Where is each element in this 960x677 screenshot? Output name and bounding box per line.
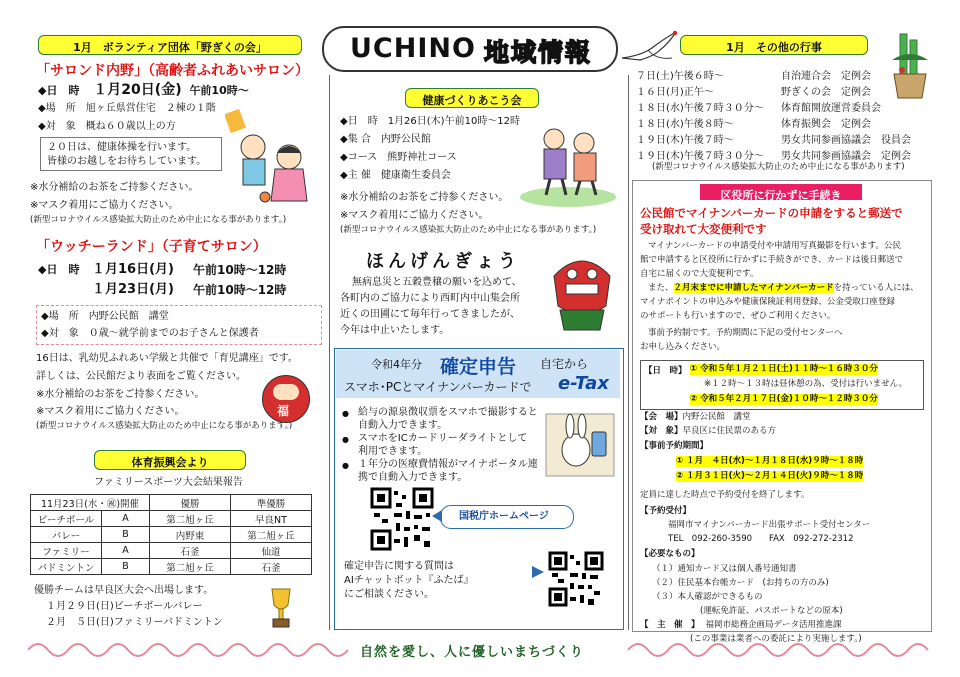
rabbit-phone-illustration — [544, 410, 616, 480]
full-note: 定員に達した時点で予約受付を終了します。 — [640, 490, 810, 500]
salon2-target: ◆対 象 ０歳～就学前までのお子さんと保護者 — [41, 328, 259, 339]
session-date-1-note: ※１２時～１３時は昼休憩の為、受付は行いません。 — [704, 379, 908, 389]
event-time: １８日(水)午後７時３０分～ — [636, 103, 764, 114]
salon1-date-value: １月20日(金) — [93, 82, 182, 98]
mynumber-p5: マイナポイントの申込みや健康保険証利用登録、公金受取口座登録 — [640, 297, 895, 307]
bullet-icon: ● — [342, 409, 349, 418]
salon1-place: ◆場 所 旭ヶ丘県営住宅 ２棟の１階 — [38, 103, 216, 114]
etax-suffix: 自宅から — [540, 357, 589, 371]
chatbot-line2: AIチャットボット『ふたば』 — [344, 575, 474, 586]
kadomatsu-illustration — [890, 30, 930, 100]
etax-title: 確定申告 — [440, 356, 517, 378]
etax-year: 令和4年分 — [371, 358, 422, 371]
hongenkyo-line3: 近くの田圃にて毎年行ってきましたが、 — [340, 309, 520, 320]
arrow-left-icon — [432, 510, 442, 522]
target-label: 【対 象】 — [640, 426, 683, 436]
place-value: 内野公民館 講堂 — [682, 412, 751, 422]
place-label: 【会 場】 — [640, 412, 683, 422]
salon2-ask2: ※マスク着用にご協力ください。 — [36, 406, 185, 417]
session-date-1: ① 令和５年１月２１日(土)１１時～１６時３０分 — [690, 364, 878, 374]
walk-heading — [405, 88, 539, 108]
chatbot-line1: 確定申告に関する質問は — [344, 561, 454, 572]
sports-event1: １月２９日(日)ビーチボールバレー — [46, 601, 203, 612]
walk-heading-text: 健康づくりあこう会 — [422, 94, 522, 107]
sports-heading-text: 体育振興会より — [131, 456, 209, 469]
table-row — [31, 511, 312, 527]
host-label: 【 主 催 】 — [640, 620, 700, 630]
slogan: 自然を愛し、人に優しいまちづくり — [360, 645, 584, 660]
host-value: 福岡市総務企画局データ活用推進課 — [705, 620, 842, 630]
hongenkyo-line4: 今年は中止いたします。 — [340, 325, 450, 336]
salon2-title: 「ウッチーランド」（子育てサロン） — [36, 239, 267, 255]
mynumber-p2: 館で申請すると区役所に行かずに手続きができ、カードは後日郵送で — [640, 255, 904, 265]
salon2-info1: 16日は、乳幼児ふれあい学級と共催で「育児講座」です。 — [36, 353, 298, 364]
bullet-icon: ● — [342, 461, 349, 470]
salon1-ask1: ※水分補給のお茶をご持参ください。 — [30, 182, 199, 193]
table-header-cell: 優勝 — [150, 495, 231, 511]
needs-2: （２）住民基本台帳カード (お持ちの方のみ) — [652, 578, 829, 588]
event-name: 体育館開放運営委員会 — [781, 103, 881, 114]
qr-code-nta[interactable] — [370, 487, 434, 551]
salon1-ask2: ※マスク着用にご協力ください。 — [30, 200, 179, 211]
mynumber-red2: 受け取れて大変便利です — [640, 222, 767, 236]
etax-b3a: １年分の医療費情報がマイナポータル連 — [358, 459, 538, 470]
sports-event2: ２月 ５日(日)ファミリーバドミントン — [46, 617, 223, 628]
etax-line2: スマホ･PCとマイナンバーカードで — [344, 380, 532, 394]
mynumber-p4b: ２月末までに申請したマイナンバーカード — [673, 283, 834, 293]
host-row — [640, 620, 842, 631]
etax-b1a: 給与の源泉徴収票をスマホで撮影すると — [358, 407, 538, 418]
arrow-right-icon — [532, 566, 544, 578]
needs-1: （１）通知カード又は個人番号通知書 — [652, 564, 797, 574]
salon2-date-row1 — [38, 262, 287, 277]
shishimai-illustration — [546, 246, 618, 332]
table-cell: ビーチボール — [31, 511, 102, 527]
chatbot-line3: にご相談ください。 — [344, 589, 434, 600]
event-time: １６日(月)正午～ — [636, 87, 714, 98]
table-cell: ファミリー — [31, 543, 102, 559]
salon1-date-row — [38, 83, 249, 98]
mynumber-p3: 自宅に届くので大変便利です。 — [640, 269, 759, 279]
table-cell: A — [102, 511, 150, 527]
mynumber-red1: 公民館でマイナンバーカードの申請をすると郵送で — [640, 206, 903, 220]
salon1-note1: ２０日は、健康体操を行います。 — [47, 142, 197, 153]
target-value: 早良区に住民票のある方 — [682, 426, 777, 436]
target-row — [640, 426, 776, 437]
salon2-date2: １月23日(月) — [92, 282, 174, 297]
etax-b1b: 自動入力できます。 — [358, 420, 448, 431]
walk-course: ◆コース 熊野神社コース — [340, 152, 457, 163]
date-label: 【日 時】 — [644, 366, 687, 376]
events-covid-note: (新型コロナウイルス感染拡大防止のため中止になる事があります) — [652, 162, 905, 172]
hongenkyo-line2: 各町内のご協力により西町内中山集会所 — [340, 293, 520, 304]
table-header-cell: 11月23日(水・㊗)開催 — [31, 495, 150, 511]
table-cell: B — [102, 559, 150, 575]
nta-homepage-label: 国税庁ホームページ — [459, 511, 549, 522]
etax-b2a: スマホをICカードリーダライトとして — [358, 433, 528, 444]
walk-host: ◆主 催 健康衛生委員会 — [340, 170, 451, 181]
host-note: (この事業は業者への委託により実施します。) — [690, 634, 862, 644]
salon1-title: 「サロンド内野」（高齢者ふれあいサロン） — [36, 63, 309, 79]
reserve-tel: TEL 092-260-3590 FAX 092-272-2312 — [668, 534, 854, 544]
bullet-icon: ● — [342, 435, 349, 444]
etax-b2b: 利用できます。 — [358, 446, 428, 457]
salon1-target: ◆対 象 概ね６０歳以上の方 — [38, 121, 176, 132]
daruma-illustration — [262, 375, 310, 423]
column-divider — [628, 75, 629, 630]
mynumber-p4 — [648, 283, 919, 294]
salon2-info2: 詳しくは、公民館だより表面をご覧ください。 — [36, 371, 246, 382]
hongenkyo-line1: 無病息災と五穀豊穣の願いを込めて、 — [352, 277, 522, 288]
needs-label: 【必要なもの】 — [640, 549, 700, 559]
session-date-2: ② 令和５年２月１７日(金)１０時～１２時３０分 — [690, 394, 878, 404]
header-title-latin: UCHINO — [350, 33, 476, 64]
etax-logo: e-Tax — [558, 373, 609, 394]
salon2-time2: 午前10時～12時 — [193, 283, 287, 297]
event-name: 男女共同参画協議会 定例会 — [781, 151, 911, 162]
table-header-row — [31, 495, 312, 511]
walk-meet: ◆集 合 内野公民館 — [340, 134, 431, 145]
salon2-date-label: ◆日 時 — [38, 263, 80, 276]
walk-ask1: ※水分補給のお茶をご持参ください。 — [340, 192, 509, 203]
daruma-text: 福 — [277, 404, 290, 418]
salon2-info-box — [36, 305, 322, 345]
nta-homepage-button[interactable] — [440, 505, 574, 529]
header-title-jp: 地域情報 — [484, 38, 593, 67]
salon2-date1: １月16日(月) — [92, 262, 174, 277]
trophy-icon — [266, 585, 296, 631]
period-1: ① １月 ４日(水)～１月１８日(水)９時～１８時 — [676, 456, 864, 466]
volunteer-heading — [38, 35, 302, 55]
header-title — [322, 26, 618, 72]
table-cell: 内野東 — [150, 527, 231, 543]
mynumber-p8: お申し込みください。 — [640, 342, 726, 352]
table-cell: 石釜 — [231, 559, 312, 575]
right-heading-text: 1月 その他の行事 — [726, 41, 822, 54]
sports-results-table — [30, 494, 312, 575]
sports-note: 優勝チームは早良区大会へ出場します。 — [34, 585, 214, 596]
event-name: 野ぎくの会 定例会 — [781, 87, 871, 98]
salon1-date-time: 午前10時～ — [189, 84, 249, 97]
event-time: ７日(土)午後６時～ — [636, 71, 724, 82]
sports-heading — [94, 450, 246, 470]
mynumber-p4c: を持っている人には、 — [833, 283, 919, 293]
mynumber-heading-text: 区役所に行かずに手続き — [720, 189, 842, 202]
mynumber-p6: のサポートも行いますので、ぜひご利用ください。 — [640, 311, 836, 321]
table-cell: 第二旭ヶ丘 — [150, 511, 231, 527]
walk-date: ◆日 時 1月26日(木)午前10時～12時 — [340, 116, 521, 127]
walking-couple-illustration — [518, 115, 618, 207]
walk-ask2: ※マスク着用にご協力ください。 — [340, 210, 489, 221]
salon2-ask1: ※水分補給のお茶をご持参ください。 — [36, 389, 205, 400]
table-cell: 第二旭ヶ丘 — [150, 559, 231, 575]
table-cell: 第二旭ヶ丘 — [231, 527, 312, 543]
sports-table-title: ファミリースポーツ大会結果報告 — [94, 477, 243, 488]
mynumber-p4a: また、 — [648, 283, 674, 293]
event-time: １８日(水)午後８時～ — [636, 119, 734, 130]
salon1-note2: 皆様のお越しをお待ちしています。 — [47, 156, 207, 167]
place-row — [640, 412, 751, 423]
period-2: ② １月３１日(火)～２月１４日(火)９時～１８時 — [676, 471, 864, 481]
salon1-covid: (新型コロナウイルス感染拡大防止のため中止になる事があります。) — [30, 215, 287, 225]
table-header-cell: 準優勝 — [231, 495, 312, 511]
table-cell: 早良NT — [231, 511, 312, 527]
event-time: １９日(木)午後７時３０分～ — [636, 151, 764, 162]
table-cell: B — [102, 527, 150, 543]
salon2-time1: 午前10時～12時 — [193, 263, 287, 277]
qr-code-chatbot[interactable] — [548, 551, 604, 607]
table-cell: バレー — [31, 527, 102, 543]
salon1-note-box — [40, 137, 222, 171]
reserve-center: 福岡市マイナンバーカード出張サポート受付センター — [668, 520, 871, 530]
hongenkyo-title: ほんげんぎょう — [366, 251, 520, 272]
right-heading — [680, 35, 868, 55]
table-cell: A — [102, 543, 150, 559]
event-time: １９日(木)午後７時～ — [636, 135, 734, 146]
table-row — [31, 527, 312, 543]
table-row — [31, 559, 312, 575]
mynumber-p1: マイナンバーカードの申請受付や申請用写真撮影を行います。公民 — [648, 241, 901, 251]
salon2-place: ◆場 所 内野公民館 講堂 — [41, 311, 169, 322]
period-label: 【事前予約期間】 — [640, 441, 709, 451]
crane-illustration — [620, 28, 680, 70]
walk-covid: (新型コロナウイルス感染拡大防止のため中止になる事があります。) — [340, 225, 597, 235]
table-row — [31, 543, 312, 559]
needs-3b: (運転免許証、パスポートなどの原本) — [700, 606, 843, 616]
etax-b3b: 携で自動入力できます。 — [358, 472, 468, 483]
etax-banner — [336, 350, 620, 398]
reserve-label: 【予約受付】 — [640, 506, 692, 516]
volunteer-heading-text: 1月 ボランティア団体「野ぎくの会」 — [73, 41, 267, 54]
needs-3: （３）本人確認ができるもの — [652, 592, 763, 602]
mynumber-p7: 事前予約制です。予約期間に下記の受付センターへ — [648, 328, 843, 338]
event-name: 自治連合会 定例会 — [781, 71, 871, 82]
salon2-covid: (新型コロナウイルス感染拡大防止のため中止になる事があります。) — [36, 421, 293, 431]
mynumber-heading — [700, 184, 862, 200]
event-name: 男女共同参画協議会 役員会 — [781, 135, 911, 146]
table-cell: 石釜 — [150, 543, 231, 559]
table-cell: バドミントン — [31, 559, 102, 575]
table-cell: 仙道 — [231, 543, 312, 559]
kids-illustration — [225, 105, 317, 205]
column-divider — [329, 75, 330, 630]
event-name: 体育振興会 定例会 — [781, 119, 871, 130]
salon1-date-label: ◆日 時 — [38, 84, 80, 97]
